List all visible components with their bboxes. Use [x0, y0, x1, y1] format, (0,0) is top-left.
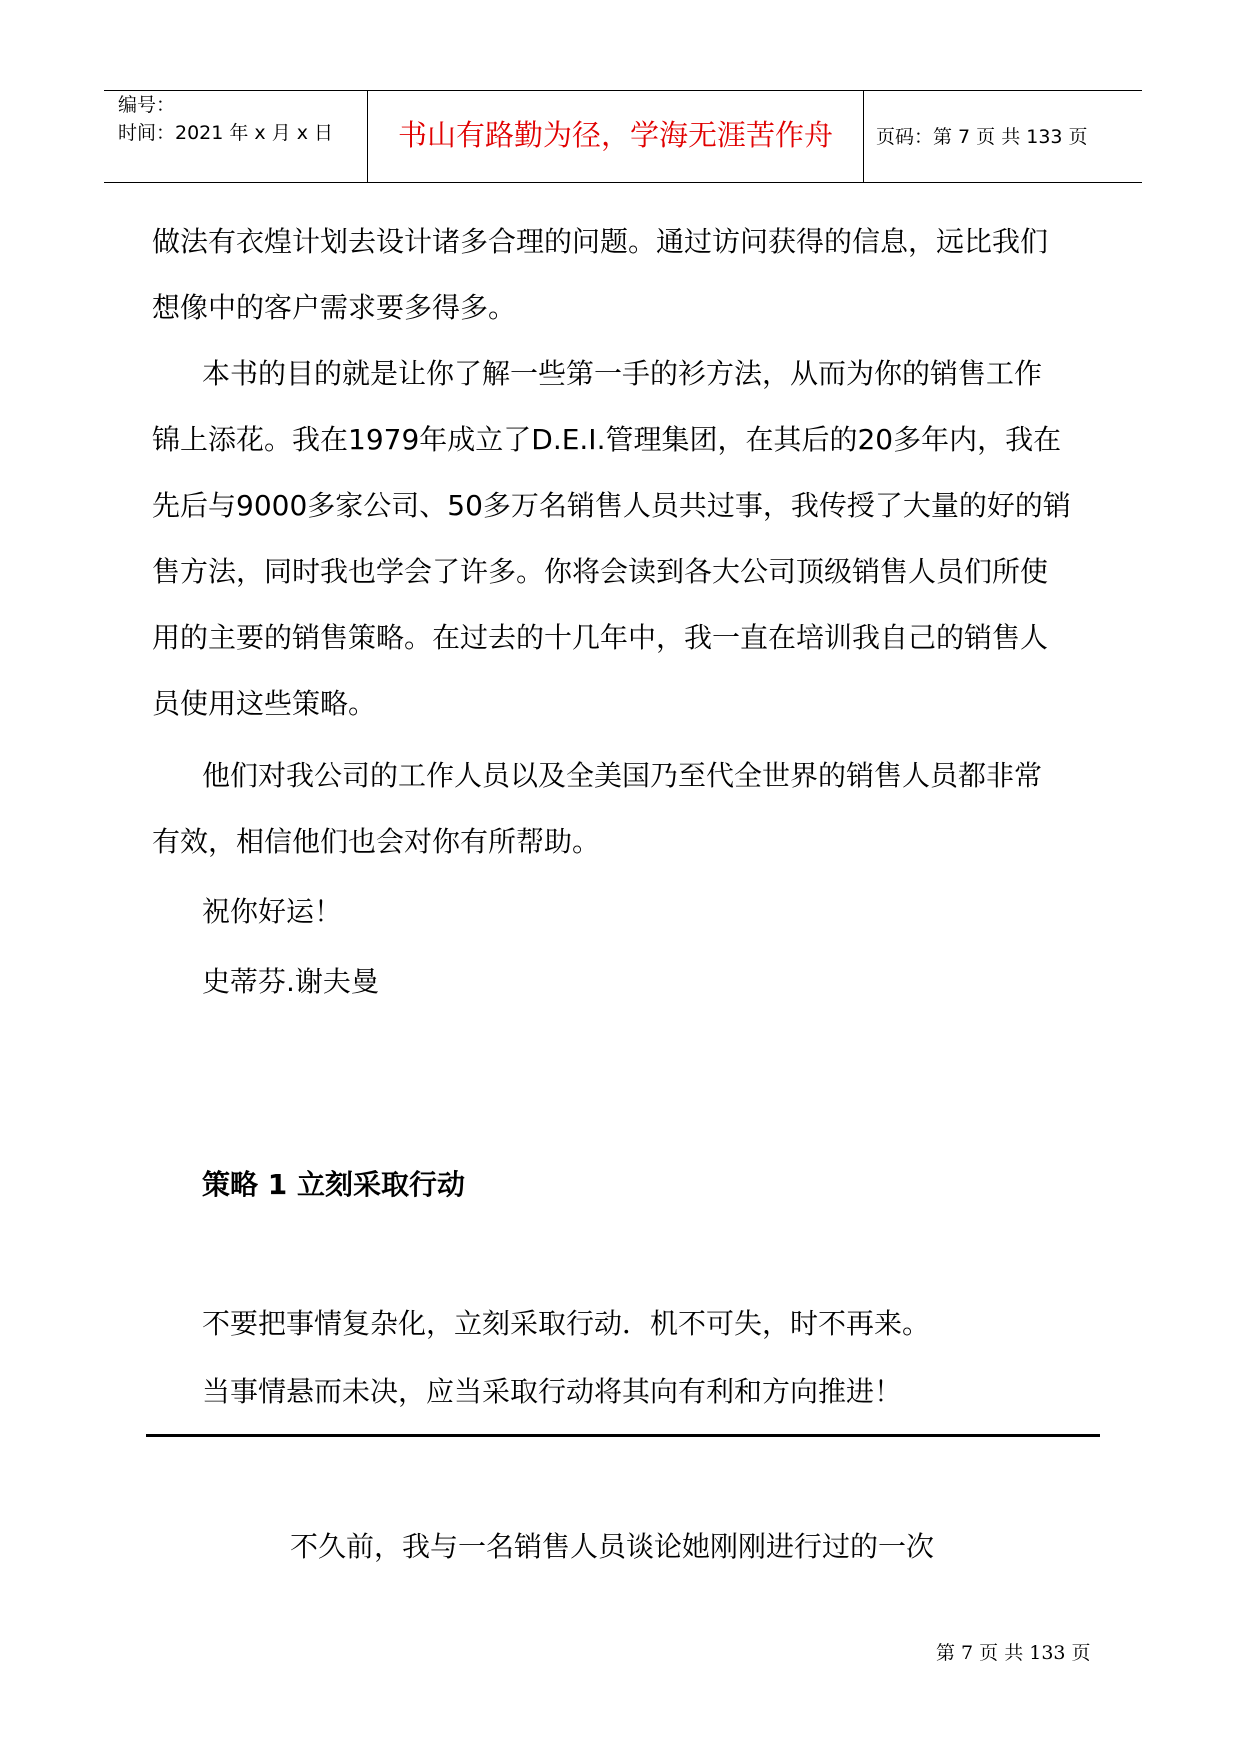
- page-footer: 第 7 页 共 133 页: [936, 1642, 1091, 1664]
- paragraph-line: 售方法，同时我也学会了许多。你将会读到各大公司顶级销售人员们所使: [152, 555, 1049, 588]
- paragraph-line: 有效，相信他们也会对你有所帮助。: [152, 825, 601, 858]
- paragraph-line: 做法有衣煌计划去设计诸多合理的问题。通过访问获得的信息，远比我们: [152, 225, 1049, 258]
- header-motto-cell: [368, 91, 864, 182]
- header-motto: 书山有路勤为径，学海无涯苦作舟: [397, 118, 833, 152]
- horizontal-divider: [146, 1434, 1100, 1437]
- page-header: [104, 90, 1142, 183]
- header-meta-cell: [104, 91, 368, 182]
- paragraph-line: 员使用这些策略。: [152, 687, 377, 720]
- strategy-summary-line: 不要把事情复杂化，立刻采取行动．机不可失，时不再来。: [202, 1307, 931, 1340]
- paragraph-line: 不久前，我与一名销售人员谈论她刚刚进行过的一次: [290, 1530, 935, 1563]
- paragraph-line: 他们对我公司的工作人员以及全美国乃至代全世界的销售人员都非常: [202, 759, 1043, 792]
- paragraph-line: 用的主要的销售策略。在过去的十几年中，我一直在培训我自己的销售人: [152, 621, 1049, 654]
- signature-line: 史蒂芬.谢夫曼: [202, 965, 379, 998]
- section-heading: 策略 1 立刻采取行动: [202, 1168, 465, 1201]
- paragraph-line: 本书的目的就是让你了解一些第一手的衫方法，从而为你的销售工作: [202, 357, 1043, 390]
- paragraph-line: 锦上添花。我在1979年成立了D.E.I.管理集团，在其后的20多年内，我在: [152, 423, 1062, 456]
- header-page-cell: [864, 91, 1142, 182]
- strategy-summary-line: 当事情悬而未决，应当采取行动将其向有利和方向推进！: [202, 1375, 903, 1408]
- paragraph-line: 想像中的客户需求要多得多。: [152, 291, 517, 324]
- header-page-number: 页码：第 7 页 共 133 页: [876, 126, 1088, 148]
- paragraph-line: 先后与9000多家公司、50多万名销售人员共过事，我传授了大量的好的销: [152, 489, 1071, 522]
- closing-line: 祝你好运！: [202, 895, 343, 928]
- document-number-label: 编号：: [118, 94, 176, 116]
- document-time-label: 时间：2021 年 x 月 x 日: [118, 122, 334, 144]
